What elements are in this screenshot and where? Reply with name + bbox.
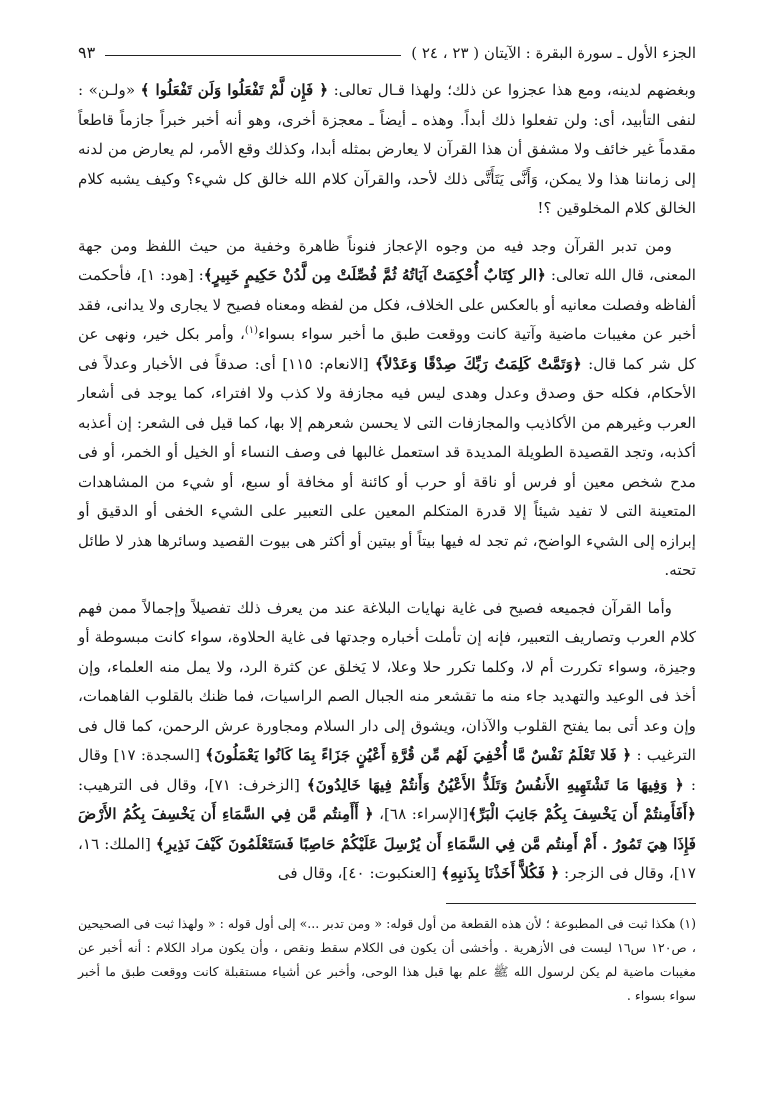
- quran-verse: ﴿وَتَمَّتْ كَلِمَتُ رَبِّكَ صِدْقًا وَعَدْلاً﴾: [375, 354, 582, 373]
- paragraph-2: [78, 232, 696, 586]
- text-run: [الإسراء: ٦٨]،: [373, 805, 469, 823]
- footnote-separator: [446, 903, 696, 904]
- text-run: وبغضهم لدينه، ومع هذا عجزوا عن ذلك؛ ولهذا قـال تعالى:: [328, 81, 697, 99]
- running-header: [78, 34, 696, 62]
- paragraph-1: [78, 76, 696, 224]
- header-rule: [105, 55, 401, 56]
- text-run: ، وأمر بكل خير، ونهى عن كل شر كما قال:: [78, 325, 696, 373]
- text-run: [الملك: ١٦، ١٧]، وقال فى الزجر:: [78, 834, 696, 882]
- text-run: ومن تدبر القرآن وجد فيه من وجوه الإعجاز فنوناً ظاهرة وخفية من حيث اللفظ ومن جهة المعنى، قال الله تعالى:: [78, 236, 696, 284]
- text-run: [السجدة: ١٧] وقال :: [78, 746, 697, 794]
- text-run: [الانعام: ١١٥] أى: صدقاً فى الأخبار وعدلاً فى الأحكام، فكله حق وصدق وعدل وهدى ليس فيه مجازفة ولا كذب ولا افتراء، كما يوجد فى أشعار العرب وغيرهم من الأكاذيب والمجازفات التى لا يحسن شعرهم إلا بها، كما قيل فى الشعر: إن أعذبه أكذبه، وتجد القصيدة الطويلة المديدة قد استعمل غالبها فى وصف النساء أو الخيل أو الخمر، أو فى مدح شخص معين أو فرس أو ناقة أو حرب أو كائنة أو مخافة أو سبع، أو شيء من المشاهدات المتعينة التى لا تفيد شيئاً إلا قدرة المتكلم المعين على التعبير على الشيء الخفى أو الدقيق أو إبرازه إلى الشيء الواضح، ثم تجد له فيها بيتاً أو بيتين أو أكثر هى بيوت القصيد وسائرها هذر لا طائل تحته.: [78, 354, 696, 579]
- book-page: [78, 34, 696, 1084]
- text-run: «ولـن» : لنفى التأبيد، أى: ولن تفعلوا ذلك أبداً. وهذه ـ أيضاً ـ معجزة أخرى، وهو أنه أخبر خبراً جازماً قاطعاً مقدماً غير خائف ولا مشفق أن هذا القرآن لا يعارض بمثله أبدا، وكذلك وقع الأمر، لم يعارض من لدنه إلى زماننا هذا ولا يمكن، وَأَنَّى يَتَأَتَّى ذلك لأحد، والقرآن كلام الله خالق كل شيء؟ وكيف يشبه كلام الخالق كلام المخلوقين ؟!: [78, 81, 696, 217]
- quran-verse: ﴿ وَفِيهَا مَا تَشْتَهِيهِ الأَنفُسُ وَتَلَذُّ الأَعْيُنُ وَأَنتُمْ فِيهَا خَالِدُونَ﴾: [306, 775, 684, 794]
- main-text: [78, 76, 696, 889]
- quran-verse: ﴿ فَلا تَعْلَمُ نَفْسٌ مَّا أُخْفِيَ لَهُم مِّن قُرَّةِ أَعْيُنٍ جَزَاءً بِمَا كَانُوا يَعْمَلُونَ﴾: [205, 746, 632, 764]
- header-title: الجزء الأول ـ سورة البقرة : الآيتان ( ٢٣ ، ٢٤ ): [411, 44, 696, 62]
- text-run: [العنكبوت: ٤٠]، وقال فى: [277, 864, 442, 882]
- footnote-text: (١) هكذا ثبت فى المطبوعة ؛ لأن هذه القطعة من أول قوله: « ومن تدبر ...» إلى أول قوله : « ولهذا ثبت فى الصحيحين ، ص١٢٠ س١٦ ليست فى الأزهرية . وأخشى أن يكون فى الكلام سقط ونقص ، وأن يكون مراد الكلام : أنه أخبر عن مغيبات ماضية لم يكن لرسول الله ﷺ علم بها قبل هذا الوحى، وأخبر عن أشياء مستقبلة كانت ووقعت طبق ما أخبر سواء بسواء .: [78, 915, 696, 1003]
- quran-verse: ﴿ فَإِن لَّمْ تَفْعَلُوا وَلَن تَفْعَلُوا ﴾: [140, 81, 329, 99]
- quran-verse: ﴿ فَكُلاًّ أَخَذْنَا بِذَنبِهِ﴾: [441, 864, 560, 882]
- quran-verse: ﴿ أَأَمِنتُم مَّن فِي السَّمَاءِ أَن يَخْسِفَ بِكُمُ الأَرْضَ فَإِذَا هِيَ تَمُورُ . أَمْ أَمِنتُم مَّن فِي السَّمَاءِ أَن يُرْسِلَ عَلَيْكُمْ حَاصِبًا فَسَتَعْلَمُونَ كَيْفَ نَذِيرِ﴾: [78, 805, 696, 853]
- text-run: [الزخرف: ٧١]، وقال فى الترهيب:: [78, 775, 307, 794]
- paragraph-3: [78, 594, 696, 889]
- footnote-marker: (١): [244, 324, 259, 336]
- quran-verse: ﴿الر كِتَابٌ أُحْكِمَتْ آيَاتُهُ ثُمَّ فُصِّلَتْ مِن لَّدُنْ حَكِيمٍ خَبِيرٍ﴾: [203, 266, 546, 284]
- text-run: : [هود: ١]، فأحكمت ألفاظه وفصلت معانيه أو بالعكس على الخلاف، فكل من لفظه ومعناه فصيح لا يجارى ولا يدانى، فقد أخبر عن مغيبات ماضية وآتية كانت ووقعت طبق ما أخبر سواء بسواء: [78, 266, 696, 343]
- text-run: وأما القرآن فجميعه فصيح فى غاية نهايات البلاغة عند من يعرف ذلك تفصيلاً وإجمالاً ممن فهم كلام العرب وتصاريف التعبير، فإنه إن تأملت أخباره وجدتها فى غاية الحلاوة، سواء كانت مبسوطة أو وجيزة، وسواء تكررت أم لا، وكلما تكرر حلا وعلا، لا يَخلق عن كثرة الرد، ولا يمل منه العلماء، وإن أخذ فى الوعيد والتهديد جاء منه ما تقشعر منه الجبال الصم الراسيات، فما ظنك بالقلوب الفاهمات، وإن وعد أتى بما يفتح القلوب والآذان، ويشوق إلى دار السلام ومجاورة عرش الرحمن، كما قال فى الترغيب :: [78, 598, 696, 764]
- quran-verse: ﴿أَفَأَمِنتُمْ أَن يَخْسِفَ بِكُمْ جَانِبَ الْبَرِّ﴾: [468, 805, 697, 823]
- page-number: ٩٣: [78, 43, 96, 62]
- footnote: [78, 912, 696, 1008]
